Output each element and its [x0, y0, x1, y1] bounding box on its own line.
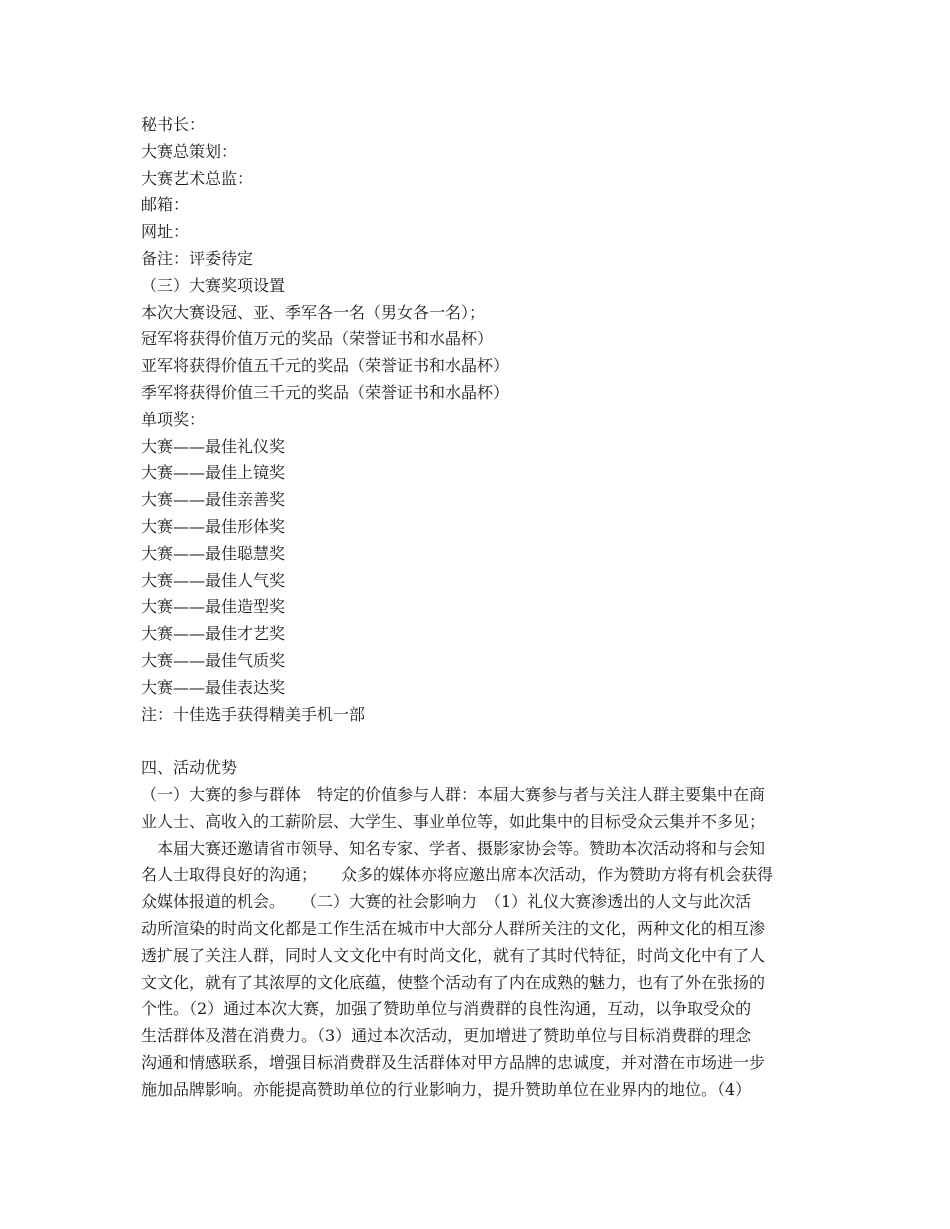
award-item: 大赛——最佳气质奖	[141, 650, 286, 670]
individual-awards-heading: 单项奖：	[141, 409, 206, 429]
awards-heading: （三）大赛奖项设置	[141, 275, 286, 295]
email-line: 邮箱：	[141, 195, 190, 215]
award-item: 大赛——最佳人气奖	[141, 570, 286, 590]
paragraph-line: 众媒体报道的机会。 （二）大赛的社会影响力 （1）礼仪大赛渗透出的人文与此次活	[141, 892, 752, 912]
paragraph-line: 施加品牌影响。亦能提高赞助单位的行业影响力，提升赞助单位在业界内的地位。（4）	[141, 1079, 752, 1099]
paragraph-line: 业人士、高收入的工薪阶层、大学生、事业单位等，如此集中的目标受众云集并不多见；	[141, 811, 766, 831]
award-item: 大赛——最佳礼仪奖	[141, 436, 286, 456]
award-item: 大赛——最佳表达奖	[141, 677, 286, 697]
award-item: 大赛——最佳形体奖	[141, 516, 286, 536]
champion-prize-line: 冠军将获得价值万元的奖品（荣誉证书和水晶杯）	[141, 329, 494, 349]
paragraph-line: 透扩展了关注人群，同时人文文化中有时尚文化，就有了其时代特征，时尚文化中有了人	[141, 945, 766, 965]
paragraph-line: 文文化，就有了其浓厚的文化底蕴，使整个活动有了内在成熟的魅力，也有了外在张扬的	[141, 972, 766, 992]
remark-line: 备注：评委待定	[141, 248, 254, 268]
website-line: 网址：	[141, 222, 190, 242]
third-place-prize-line: 季军将获得价值三千元的奖品（荣誉证书和水晶杯）	[141, 382, 510, 402]
document-body	[141, 112, 813, 1103]
blank-line	[141, 728, 813, 755]
chief-planner-line: 大赛总策划：	[141, 141, 238, 161]
paragraph-line: 沟通和情感联系，增强目标消费群及生活群体对甲方品牌的忠诚度，并对潜在市场进一步	[141, 1052, 766, 1072]
paragraph-line: 名人士取得良好的沟通； 众多的媒体亦将应邀出席本次活动，作为赞助方将有机会获得	[141, 865, 774, 885]
paragraph-line: （一）大赛的参与群体 特定的价值参与人群：本届大赛参与者与关注人群主要集中在商	[141, 784, 766, 804]
paragraph-line: 个性。（2）通过本次大赛，加强了赞助单位与消费群的良性沟通，互动，以争取受众的	[141, 999, 752, 1019]
paragraph-line: 动所渲染的时尚文化都是工作生活在城市中大部分人群所关注的文化，两种文化的相互渗	[141, 918, 766, 938]
paragraph-line: 本届大赛还邀请省市领导、知名专家、学者、摄影家协会等。赞助本次活动将和与会知	[141, 838, 766, 858]
award-item: 大赛——最佳上镜奖	[141, 463, 286, 483]
runner-up-prize-line: 亚军将获得价值五千元的奖品（荣誉证书和水晶杯）	[141, 356, 510, 376]
section-heading: 四、活动优势	[141, 758, 238, 778]
top-ten-note-line: 注：十佳选手获得精美手机一部	[141, 704, 366, 724]
paragraph-line: 生活群体及潜在消费力。（3）通过本次活动，更加增进了赞助单位与目标消费群的理念	[141, 1026, 752, 1046]
awards-intro-line: 本次大赛设冠、亚、季军各一名（男女各一名）；	[141, 302, 486, 322]
award-item: 大赛——最佳亲善奖	[141, 490, 286, 510]
secretary-general-line: 秘书长：	[141, 115, 206, 134]
award-item: 大赛——最佳聪慧奖	[141, 543, 286, 563]
art-director-line: 大赛艺术总监：	[141, 168, 254, 188]
award-item: 大赛——最佳造型奖	[141, 597, 286, 617]
award-item: 大赛——最佳才艺奖	[141, 624, 286, 644]
